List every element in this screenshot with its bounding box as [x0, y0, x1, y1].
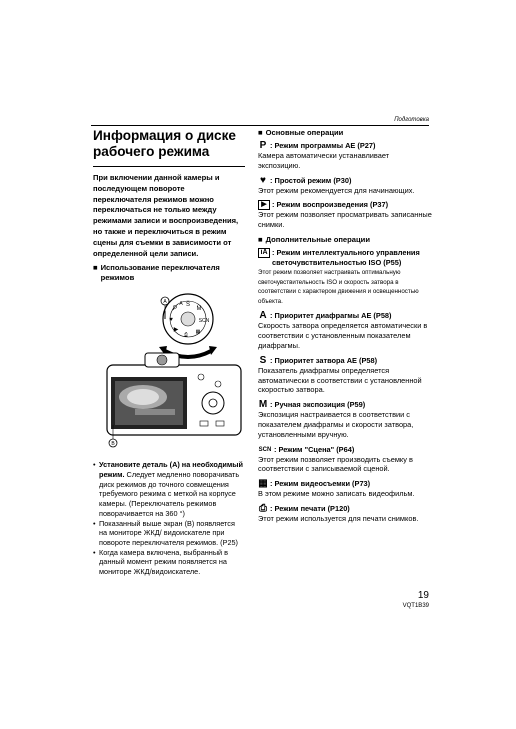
- right-column: [258, 128, 433, 529]
- mode-heading: [258, 141, 433, 151]
- mode-title: : Режим программы AE (P27): [270, 141, 376, 150]
- section-using: [93, 263, 245, 283]
- mode-entry: [258, 356, 433, 395]
- basic-mode-list: [258, 141, 433, 230]
- mode-description: Этот режим рекомендуется для начинающих.: [258, 185, 415, 195]
- mode-title: : Простой режим (P30): [270, 175, 352, 185]
- svg-text:A: A: [179, 301, 183, 308]
- mode-heading: [258, 200, 433, 210]
- mode-icon: iA: [258, 248, 270, 258]
- bullet-dot-icon: •: [93, 460, 96, 470]
- mode-entry: [258, 400, 433, 439]
- advanced-section-label: Дополнительные операции: [265, 234, 371, 244]
- svg-text:P: P: [172, 306, 178, 313]
- mode-heading: [258, 248, 433, 268]
- bullet-dot-icon: •: [93, 547, 96, 557]
- bullet-text: [99, 519, 245, 548]
- mode-icon: M: [258, 399, 268, 411]
- bullet-text-bold: Установите деталь (A) на необходимый режим.: [99, 460, 244, 480]
- mode-description: Показатель диафрагмы определяется автоматически в соответствии с установленной скоростью затвора.: [258, 365, 422, 395]
- svg-text:S: S: [185, 302, 191, 309]
- svg-text:SCN: SCN: [198, 318, 210, 325]
- mode-title: : Режим видеосъемки (P73): [270, 479, 371, 489]
- mode-icon: ♥: [260, 174, 266, 186]
- title-line-2: рабочего режима: [93, 144, 210, 159]
- svg-text:▦: ▦: [195, 329, 201, 336]
- mode-heading: [258, 311, 433, 321]
- mode-description: Этот режим используется для печати снимков.: [258, 513, 419, 523]
- mode-description: Этот режим позволяет просматривать записанные снимки.: [258, 210, 432, 230]
- mode-icon: A: [259, 310, 267, 322]
- mode-icon: ⎙: [259, 502, 267, 514]
- mode-entry: [258, 311, 433, 350]
- mode-title: : Режим "Сцена" (P64): [274, 444, 355, 454]
- left-column: [93, 128, 245, 577]
- title-line-1: Информация о диске: [93, 128, 236, 143]
- camera-illustration: [93, 289, 243, 454]
- square-bullet-icon: ■: [93, 263, 98, 273]
- mode-heading: [258, 445, 433, 455]
- mode-entry: [258, 504, 433, 524]
- document-code: VQT1B39: [402, 603, 429, 609]
- bullet-list: [93, 460, 245, 576]
- bullet-text-plain: Следует медленно поворачивать диск режимов до точного совмещения требуемого режима с меткой на корпусе камеры. (Переключатель режимов поворачивается на 360 °): [99, 470, 240, 518]
- square-bullet-icon: ■: [258, 234, 263, 244]
- mode-description: Скорость затвора определяется автоматически в соответствии с установленным показателем диафрагмы.: [258, 321, 428, 350]
- mode-title: : Ручная экспозиция (P59): [270, 400, 366, 410]
- camera-drawing: [93, 289, 243, 454]
- page-number: 19: [417, 590, 429, 601]
- mode-description: В этом режиме можно записать видеофильм.: [258, 489, 415, 499]
- svg-text:♥: ♥: [169, 317, 173, 324]
- mode-description: Экспозиция настраивается в соответствии с показателем диафрагмы и скорости затвора, установленными вручную.: [258, 410, 414, 439]
- mode-description: Этот режим позволяет производить съемку в соответствии с записываемой сценой.: [258, 454, 413, 474]
- mode-title: : Приоритет диафрагмы AE (P58): [270, 311, 392, 321]
- mode-icon: S: [259, 354, 267, 366]
- bullet-text: [99, 548, 245, 577]
- mode-title: : Приоритет затвора AE (P58): [270, 355, 378, 365]
- advanced-section-heading: [258, 235, 433, 245]
- callout-b: B: [111, 441, 115, 448]
- page-title: [93, 128, 245, 160]
- mode-icon: ▦: [258, 478, 268, 490]
- bullet-item: [93, 519, 245, 548]
- mode-title: : Режим печати (P120): [270, 503, 350, 513]
- basic-section-heading: [258, 128, 433, 138]
- mode-entry: [258, 479, 433, 499]
- bullet-text-plain: Когда камера включена, выбранный в данный момент режим появляется на мониторе ЖКД/видоискателе.: [99, 547, 229, 577]
- mode-heading: [258, 479, 433, 489]
- basic-section-label: Основные операции: [265, 128, 344, 137]
- mode-heading: [258, 504, 433, 514]
- section-using-label: Использование переключателя режимов: [100, 263, 220, 283]
- mode-entry: [258, 141, 433, 171]
- svg-text:▶: ▶: [173, 327, 179, 334]
- mode-heading: [258, 356, 433, 366]
- advanced-mode-list: [258, 248, 433, 524]
- bullet-text: [99, 460, 245, 518]
- mode-entry: [258, 248, 433, 306]
- mode-heading: [258, 400, 433, 410]
- intro-text: При включении данной камеры и последующем повороте переключателя режимов можно переключаться не только между режимами записи и воспроизведения, но также и переключиться в режим сцены для съемки в зависимости от определенной цели записи.: [93, 173, 239, 258]
- mode-entry: [258, 176, 433, 196]
- section-label: Подготовка: [394, 117, 429, 123]
- mode-entry: [258, 445, 433, 475]
- mode-icon: ▶: [258, 200, 270, 210]
- square-bullet-icon: ■: [258, 128, 263, 137]
- mode-icon: SCN: [258, 446, 272, 453]
- svg-text:⎙: ⎙: [183, 332, 189, 339]
- bullet-text-plain: Показанный выше экран (B) появляется на мониторе ЖКД/ видоискателе при повороте переключателя режимов. (P25): [99, 518, 238, 547]
- bullet-dot-icon: •: [93, 518, 96, 528]
- bullet-item: [93, 460, 245, 518]
- mode-title: : Режим интеллектуального управления светочувствительностью ISO (P55): [272, 247, 420, 267]
- mode-description: Камера автоматически устанавливает экспозицию.: [258, 151, 390, 170]
- callout-a: A: [163, 299, 167, 306]
- mode-title: : Режим воспроизведения (P37): [272, 200, 389, 210]
- mode-icon: P: [259, 140, 267, 151]
- mode-heading: [258, 176, 433, 186]
- title-rule: [93, 166, 245, 167]
- bullet-item: [93, 548, 245, 577]
- mode-description: Этот режим позволяет настраивать оптимальную светочувствительность ISO и скорость затвора в соответствии с характером движения и освещенностью объекта.: [258, 268, 419, 305]
- mode-entry: [258, 200, 433, 230]
- header-rule: [91, 125, 429, 126]
- svg-text:M: M: [196, 306, 202, 313]
